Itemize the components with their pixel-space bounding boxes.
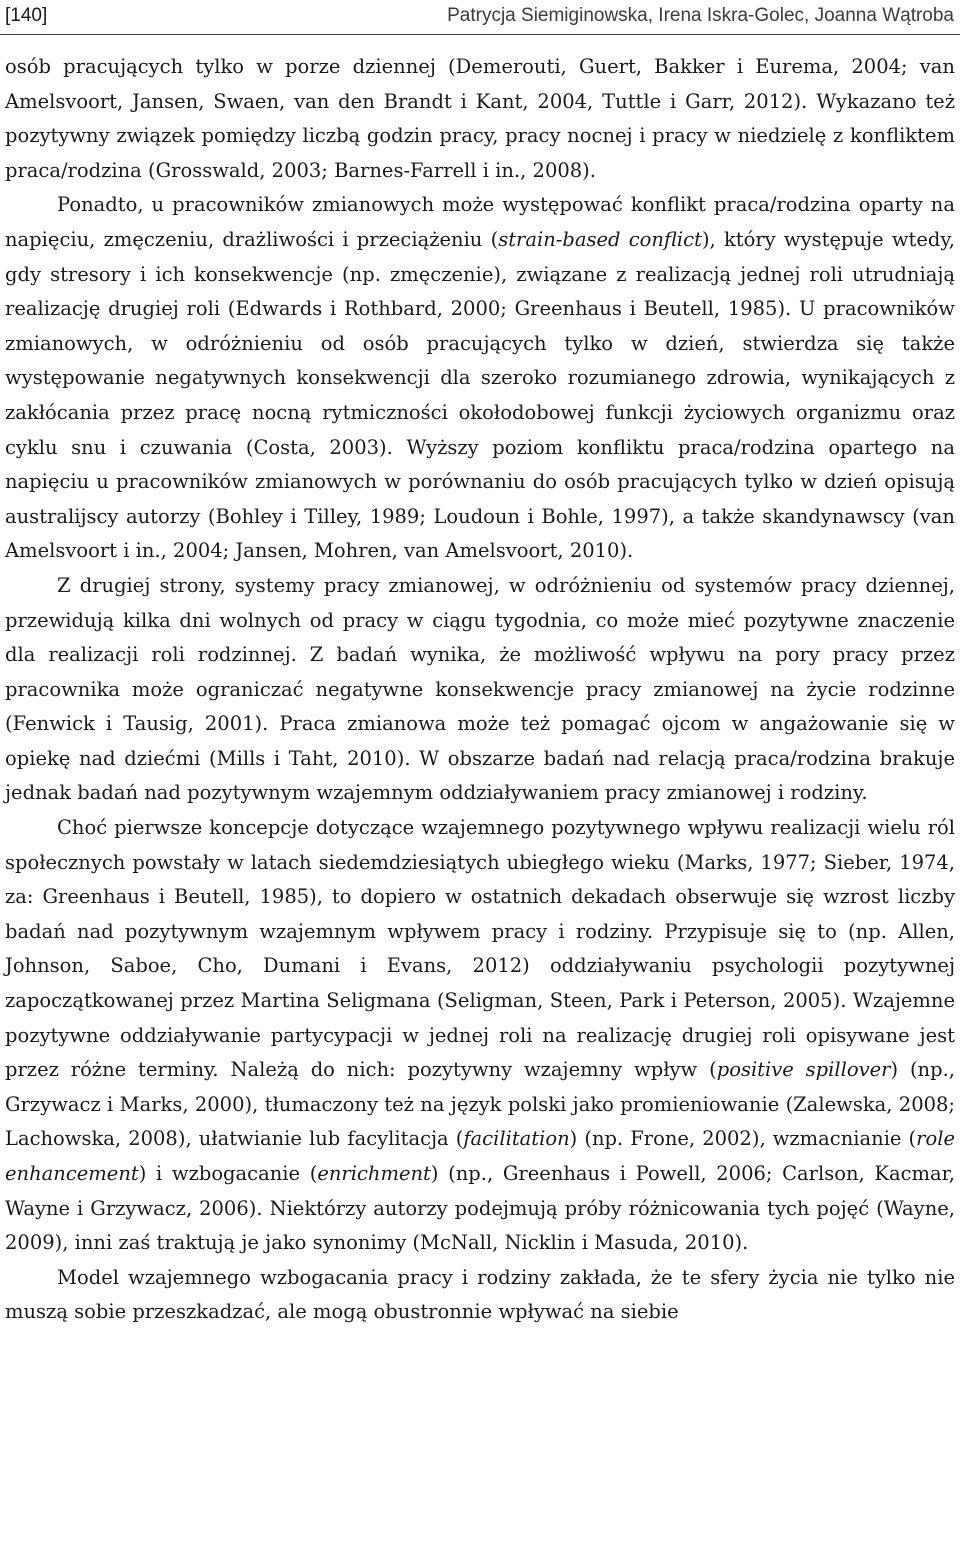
paragraph-4-text-a: Choć pierwsze koncepcje dotyczące wzajemnego pozytywnego wpływu realizacji wielu ról społecznych powstały w latach siedemdziesiątych ubiegłego wieku (Marks, 1977; Sieber, 1974, za: Greenhaus i Beutell, 1985), to dopiero w ostatnich dekadach obserwuje się wzrost liczby badań nad pozytywnym wzajemnym wpływem pracy i rodziny. Przypisuje się to (np. Allen, Johnson, Saboe, Cho, Dumani i Evans, 2012) oddziaływaniu psychologii pozytywnej zapoczątkowanej przez Martina Seligmana (Seligman, Steen, Park i Peterson, 2005). Wzajemne pozytywne oddziaływanie partycypacji w jednej roli na realizację drugiej roli opisywane jest przez różne terminy. Należą do nich: pozytywny wzajemny wpływ ( bbox=[5, 816, 955, 1082]
paragraph-4-italic-term-2: facilitation bbox=[463, 1127, 570, 1151]
paragraph-5-text: Model wzajemnego wzbogacania pracy i rodziny zakłada, że te sfery życia nie tylko nie muszą sobie przeszkadzać, ale mogą obustronnie wpływać na siebie bbox=[5, 1265, 955, 1324]
paragraph-4-italic-term-3: role enhancement bbox=[5, 1127, 955, 1185]
paragraph-2-text-a: Ponadto, u pracowników zmianowych może występować konflikt praca/rodzina oparty na napięciu, zmęczeniu, drażliwości i przeciążeniu ( bbox=[5, 193, 955, 251]
paragraph-4-text-e: ) (np., Greenhaus i Powell, 2006; Carlson, Kacmar, Wayne i Grzywacz, 2006). Niektórzy autorzy podejmują próby różnicowania tych pojęć (Wayne, 2009), inni zaś traktują je jako synonimy (McNall, Nicklin i Masuda, 2010). bbox=[5, 1162, 955, 1255]
page-number: [140] bbox=[5, 5, 48, 26]
paragraph-4-italic-term-4: enrichment bbox=[317, 1162, 431, 1185]
paragraph-2 bbox=[5, 188, 955, 569]
paragraph-1 bbox=[5, 50, 955, 188]
running-header-authors: Patrycja Siemiginowska, Irena Iskra-Golec, Joanna Wątroba bbox=[447, 5, 954, 26]
paragraph-4-text-d: ) i wzbogacanie ( bbox=[138, 1162, 318, 1185]
body-text bbox=[5, 50, 955, 1330]
paragraph-4 bbox=[5, 811, 955, 1261]
paragraph-5 bbox=[5, 1261, 955, 1330]
running-header bbox=[0, 0, 960, 34]
paragraph-4-text-c: ) (np. Frone, 2002), wzmacnianie ( bbox=[569, 1127, 917, 1151]
paragraph-2-italic-term: strain-based conflict bbox=[498, 227, 702, 251]
paragraph-2-text-b: ), który występuje wtedy, gdy stresory i ich konsekwencje (np. zmęczenie), związane z realizacją jednej roli utrudniają realizację drugiej roli (Edwards i Rothbard, 2000; Greenhaus i Beutell, 1985). U pracowników zmianowych, w odróżnieniu od osób pracujących tylko w dzień, stwierdza się także występowanie negatywnych konsekwencji dla szeroko rozumianego zdrowia, wynikających z zakłócania przez pracę nocną rytmiczności okołodobowej funkcji życiowych organizmu oraz cyklu snu i czuwania (Costa, 2003). Wyższy poziom konfliktu praca/rodzina opartego na napięciu u pracowników zmianowych w porównaniu do osób pracujących tylko w dzień opisują australijscy autorzy (Bohley i Tilley, 1989; Loudoun i Bohle, 1997), a także skandynawscy (van Amelsvoort i in., 2004; Jansen, Mohren, van Amelsvoort, 2010). bbox=[5, 227, 955, 563]
paragraph-4-italic-term-1: positive spillover bbox=[716, 1058, 891, 1082]
paragraph-4-text-b: ) (np., Grzywacz i Marks, 2000), tłumaczony też na język polski jako promieniowanie (Zalewska, 2008; Lachowska, 2008), ułatwianie lub facylitacja ( bbox=[5, 1058, 955, 1151]
paragraph-1-text: osób pracujących tylko w porze dziennej (Demerouti, Guert, Bakker i Eurema, 2004; van Amelsvoort, Jansen, Swaen, van den Brandt i Kant, 2004, Tuttle i Garr, 2012). Wykazano też pozytywny związek pomiędzy liczbą godzin pracy, pracy nocnej i pracy w niedzielę z konfliktem praca/rodzina (Grosswald, 2003; Barnes-Farrell i in., 2008). bbox=[5, 55, 955, 182]
paragraph-3 bbox=[5, 569, 955, 811]
header-divider bbox=[0, 34, 960, 35]
paragraph-3-text: Z drugiej strony, systemy pracy zmianowej, w odróżnieniu od systemów pracy dziennej, przewidują kilka dni wolnych od pracy w ciągu tygodnia, co może mieć pozytywne znaczenie dla realizacji roli rodzinnej. Z badań wynika, że możliwość wpływu na pory pracy przez pracownika może ograniczać negatywne konsekwencje pracy zmianowej na życie rodzinne (Fenwick i Tausig, 2001). Praca zmianowa może też pomagać ojcom w angażowanie się w opiekę nad dziećmi (Mills i Taht, 2010). W obszarze badań nad relacją praca/rodzina brakuje jednak badań nad pozytywnym wzajemnym oddziaływaniem pracy zmianowej i rodziny. bbox=[5, 573, 955, 805]
